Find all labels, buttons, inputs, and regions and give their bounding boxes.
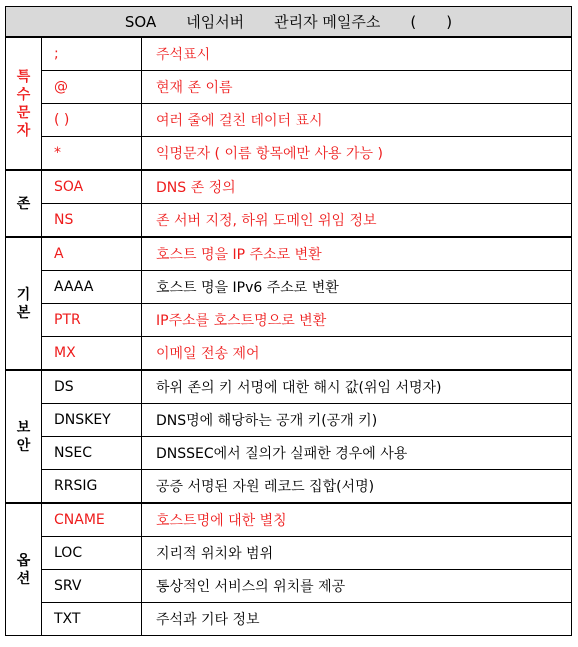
record-type-cell: NSEC	[42, 437, 142, 470]
record-row	[6, 370, 572, 404]
record-row	[6, 37, 572, 71]
record-description-cell: 지리적 위치와 범위	[142, 537, 572, 570]
record-type-cell: DS	[42, 370, 142, 404]
record-row	[6, 470, 572, 504]
table-body	[6, 7, 572, 636]
record-description-cell: 공증 서명된 자원 레코드 집합(서명)	[142, 470, 572, 504]
record-row	[6, 237, 572, 271]
record-row	[6, 570, 572, 603]
record-type-cell: ( )	[42, 104, 142, 137]
record-description-cell: 호스트 명을 IPv6 주소로 변환	[142, 271, 572, 304]
category-char: 옵	[16, 552, 31, 569]
record-description-cell: 호스트 명을 IP 주소로 변환	[142, 237, 572, 271]
record-row	[6, 603, 572, 636]
record-type-cell: ;	[42, 37, 142, 71]
record-description-cell: 호스트명에 대한 별칭	[142, 503, 572, 537]
record-description-cell: IP주소를 호스트명으로 변환	[142, 304, 572, 337]
dns-record-table	[5, 6, 572, 636]
record-type-cell: SRV	[42, 570, 142, 603]
record-row	[6, 503, 572, 537]
record-type-cell: @	[42, 71, 142, 104]
category-char: 보	[16, 419, 31, 436]
category-cell	[6, 370, 42, 503]
record-description-cell: 주석과 기타 정보	[142, 603, 572, 636]
record-description-cell: 존 서버 지정, 하위 도메인 위임 정보	[142, 204, 572, 238]
record-row	[6, 404, 572, 437]
record-row	[6, 170, 572, 204]
record-type-cell: DNSKEY	[42, 404, 142, 437]
record-description-cell: 여러 줄에 걸친 데이터 표시	[142, 104, 572, 137]
soa-header: SOA 네임서버 관리자 메일주소 ( )	[6, 7, 572, 38]
record-type-cell: *	[42, 137, 142, 171]
record-type-cell: CNAME	[42, 503, 142, 537]
category-char: 수	[16, 86, 31, 103]
record-type-cell: SOA	[42, 170, 142, 204]
record-row	[6, 337, 572, 371]
category-char: 문	[16, 104, 31, 121]
record-row	[6, 137, 572, 171]
record-row	[6, 304, 572, 337]
record-row	[6, 71, 572, 104]
record-row	[6, 104, 572, 137]
record-description-cell: 하위 존의 키 서명에 대한 해시 값(위임 서명자)	[142, 370, 572, 404]
record-type-cell: PTR	[42, 304, 142, 337]
record-type-cell: AAAA	[42, 271, 142, 304]
record-type-cell: NS	[42, 204, 142, 238]
record-row	[6, 271, 572, 304]
record-description-cell: 주석표시	[142, 37, 572, 71]
record-description-cell: DNSSEC에서 질의가 실패한 경우에 사용	[142, 437, 572, 470]
record-type-cell: LOC	[42, 537, 142, 570]
record-description-cell: 현재 존 이름	[142, 71, 572, 104]
category-char: 자	[16, 122, 31, 139]
category-cell	[6, 237, 42, 370]
category-char: 기	[16, 286, 31, 303]
record-description-cell: 이메일 전송 제어	[142, 337, 572, 371]
record-type-cell: TXT	[42, 603, 142, 636]
record-type-cell: A	[42, 237, 142, 271]
record-description-cell: 익명문자 ( 이름 항목에만 사용 가능 )	[142, 137, 572, 171]
record-row	[6, 204, 572, 238]
category-char: 션	[16, 570, 31, 587]
record-type-cell: RRSIG	[42, 470, 142, 504]
category-cell	[6, 170, 42, 237]
category-char: 안	[16, 437, 31, 454]
record-description-cell: DNS명에 해당하는 공개 키(공개 키)	[142, 404, 572, 437]
category-char: 존	[16, 195, 31, 212]
category-cell	[6, 37, 42, 170]
category-cell	[6, 503, 42, 636]
category-char: 본	[16, 304, 31, 321]
record-type-cell: MX	[42, 337, 142, 371]
category-char: 특	[16, 68, 31, 85]
record-description-cell: DNS 존 정의	[142, 170, 572, 204]
header-row	[6, 7, 572, 38]
record-row	[6, 437, 572, 470]
record-row	[6, 537, 572, 570]
record-description-cell: 통상적인 서비스의 위치를 제공	[142, 570, 572, 603]
